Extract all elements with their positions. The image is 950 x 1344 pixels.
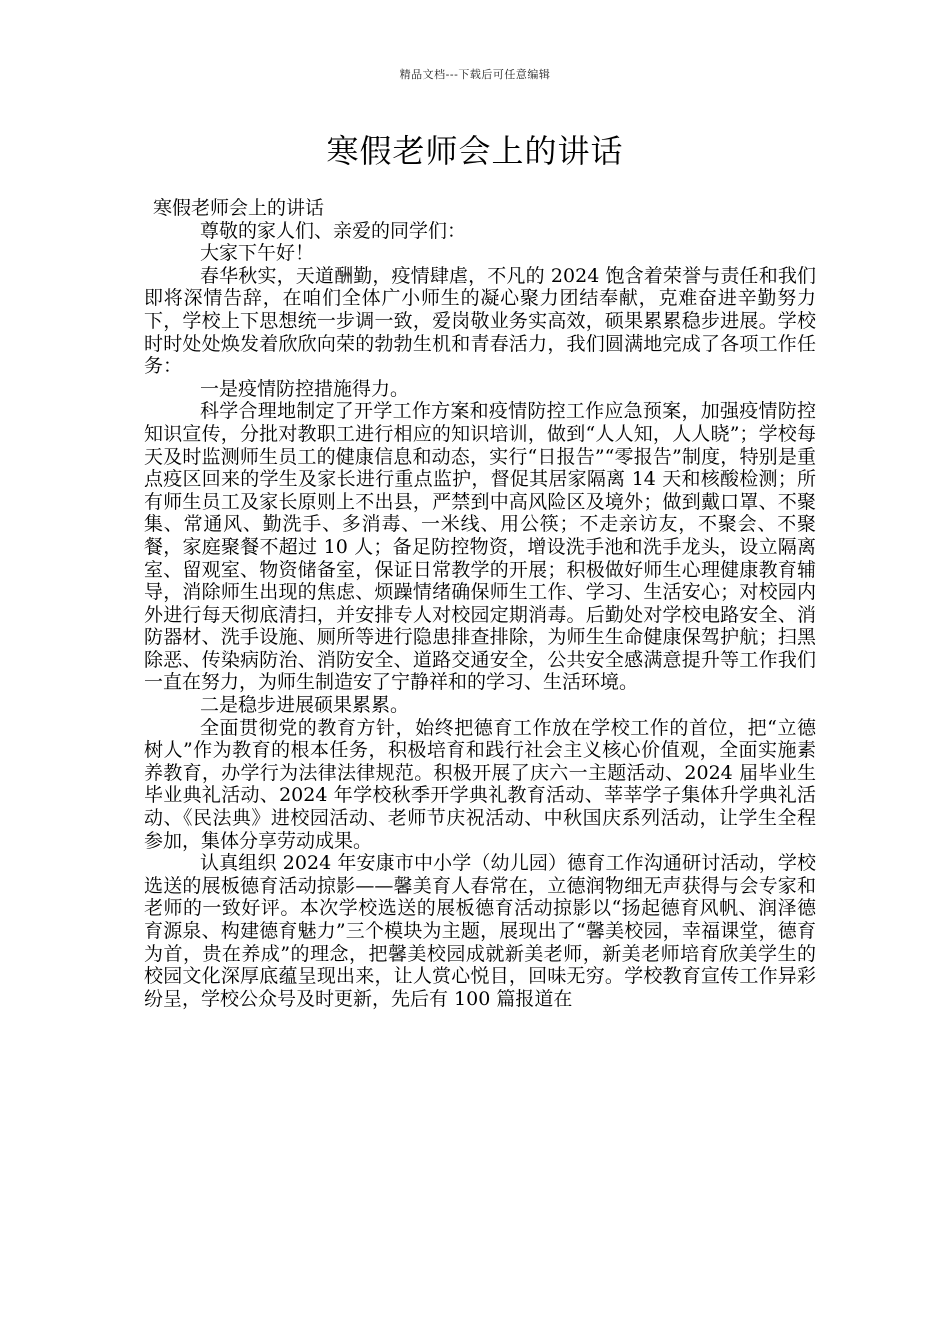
- section-heading-one: 一是疫情防控措施得力。: [200, 377, 410, 400]
- moral-education-paragraph: 全面贯彻党的教育方针，始终把德育工作放在学校工作的首位，把“立德树人”作为教育的根本任务，积极培育和践行社会主义核心价值观，全面实施素养教育，办学行为法律法律规范。积极开展了庆六一主题活动、2024 届毕业生毕业典礼活动、2024 年学校秋季开学典礼教育活动、莘莘学子集体升学典礼活动、《民法典》进校园活动、老师节庆祝活动、中秋国庆系列活动，让学生全程参加，集体分享劳动成果。: [144, 716, 816, 852]
- seminar-paragraph: 认真组织 2024 年安康市中小学（幼儿园）德育工作沟通研讨活动，学校选送的展板德育活动掠影——馨美育人春常在，立德润物细无声获得与会专家和老师的一致好评。本次学校选送的展板德育活动掠影以“扬起德育风帆、润泽德育源泉、构建德育魅力”三个模块为主题，展现出了“馨美校园，幸福课堂，德育为首，贵在养成”的理念，把馨美校园成就新美老师，新美老师培育欣美学生的校园文化深厚底蕴呈现出来，让人赏心悦目，回味无穷。学校教育宣传工作异彩纷呈，学校公众号及时更新，先后有 100 篇报道在: [144, 852, 816, 1010]
- document-title: 寒假老师会上的讲话: [326, 132, 624, 170]
- greeting-paragraph: 大家下午好！: [200, 242, 315, 265]
- intro-paragraph: 春华秋实，天道酬勤，疫情肆虐，不凡的 2024 饱含着荣誉与责任和我们即将深情告辞，在咱们全体广小师生的凝心聚力团结奉献，克难奋进辛勤努力下，学校上下思想统一步调一致，爱岗敬业务实高效，硕果累累稳步进展。学校时时处处焕发着欣欣向荣的勃勃生机和青春活力，我们圆满地完成了各项工作任务：: [144, 264, 816, 378]
- document-body: [144, 197, 816, 1010]
- epidemic-control-paragraph: 科学合理地制定了开学工作方案和疫情防控工作应急预案，加强疫情防控知识宣传，分批对教职工进行相应的知识培训，做到“人人知，人人晓”；学校每天及时监测师生员工的健康信息和动态，实行“日报告”“零报告”制度，特别是重点疫区回来的学生及家长进行重点监护，督促其居家隔离 14 天和核酸检测；所有师生员工及家长原则上不出县，严禁到中高风险区及境外；做到戴口罩、不聚集、常通风、勤洗手、多消毒、一米线、用公筷；不走亲访友，不聚会、不聚餐，家庭聚餐不超过 10 人；备足防控物资，增设洗手池和洗手龙头，设立隔离室、留观室、物资储备室，保证日常教学的开展；积极做好师生心理健康教育辅导，消除师生出现的焦虑、烦躁情绪确保师生工作、学习、生活安心；对校园内外进行每天彻底清扫，并安排专人对校园定期消毒。后勤处对学校电路安全、消防器材、洗手设施、厕所等进行隐患排查排除，为师生生命健康保驾护航；扫黑除恶、传染病防治、消防安全、道路交通安全，公共安全感满意提升等工作我们一直在努力，为师生制造安了宁静祥和的学习、生活环境。: [144, 400, 816, 694]
- subtitle-paragraph: 寒假老师会上的讲话: [153, 197, 325, 219]
- header-note: 精品文档---下载后可任意编辑: [399, 68, 551, 81]
- salutation-paragraph: 尊敬的家人们、亲爱的同学们：: [200, 219, 467, 242]
- section-heading-two: 二是稳步进展硕果累累。: [200, 694, 410, 717]
